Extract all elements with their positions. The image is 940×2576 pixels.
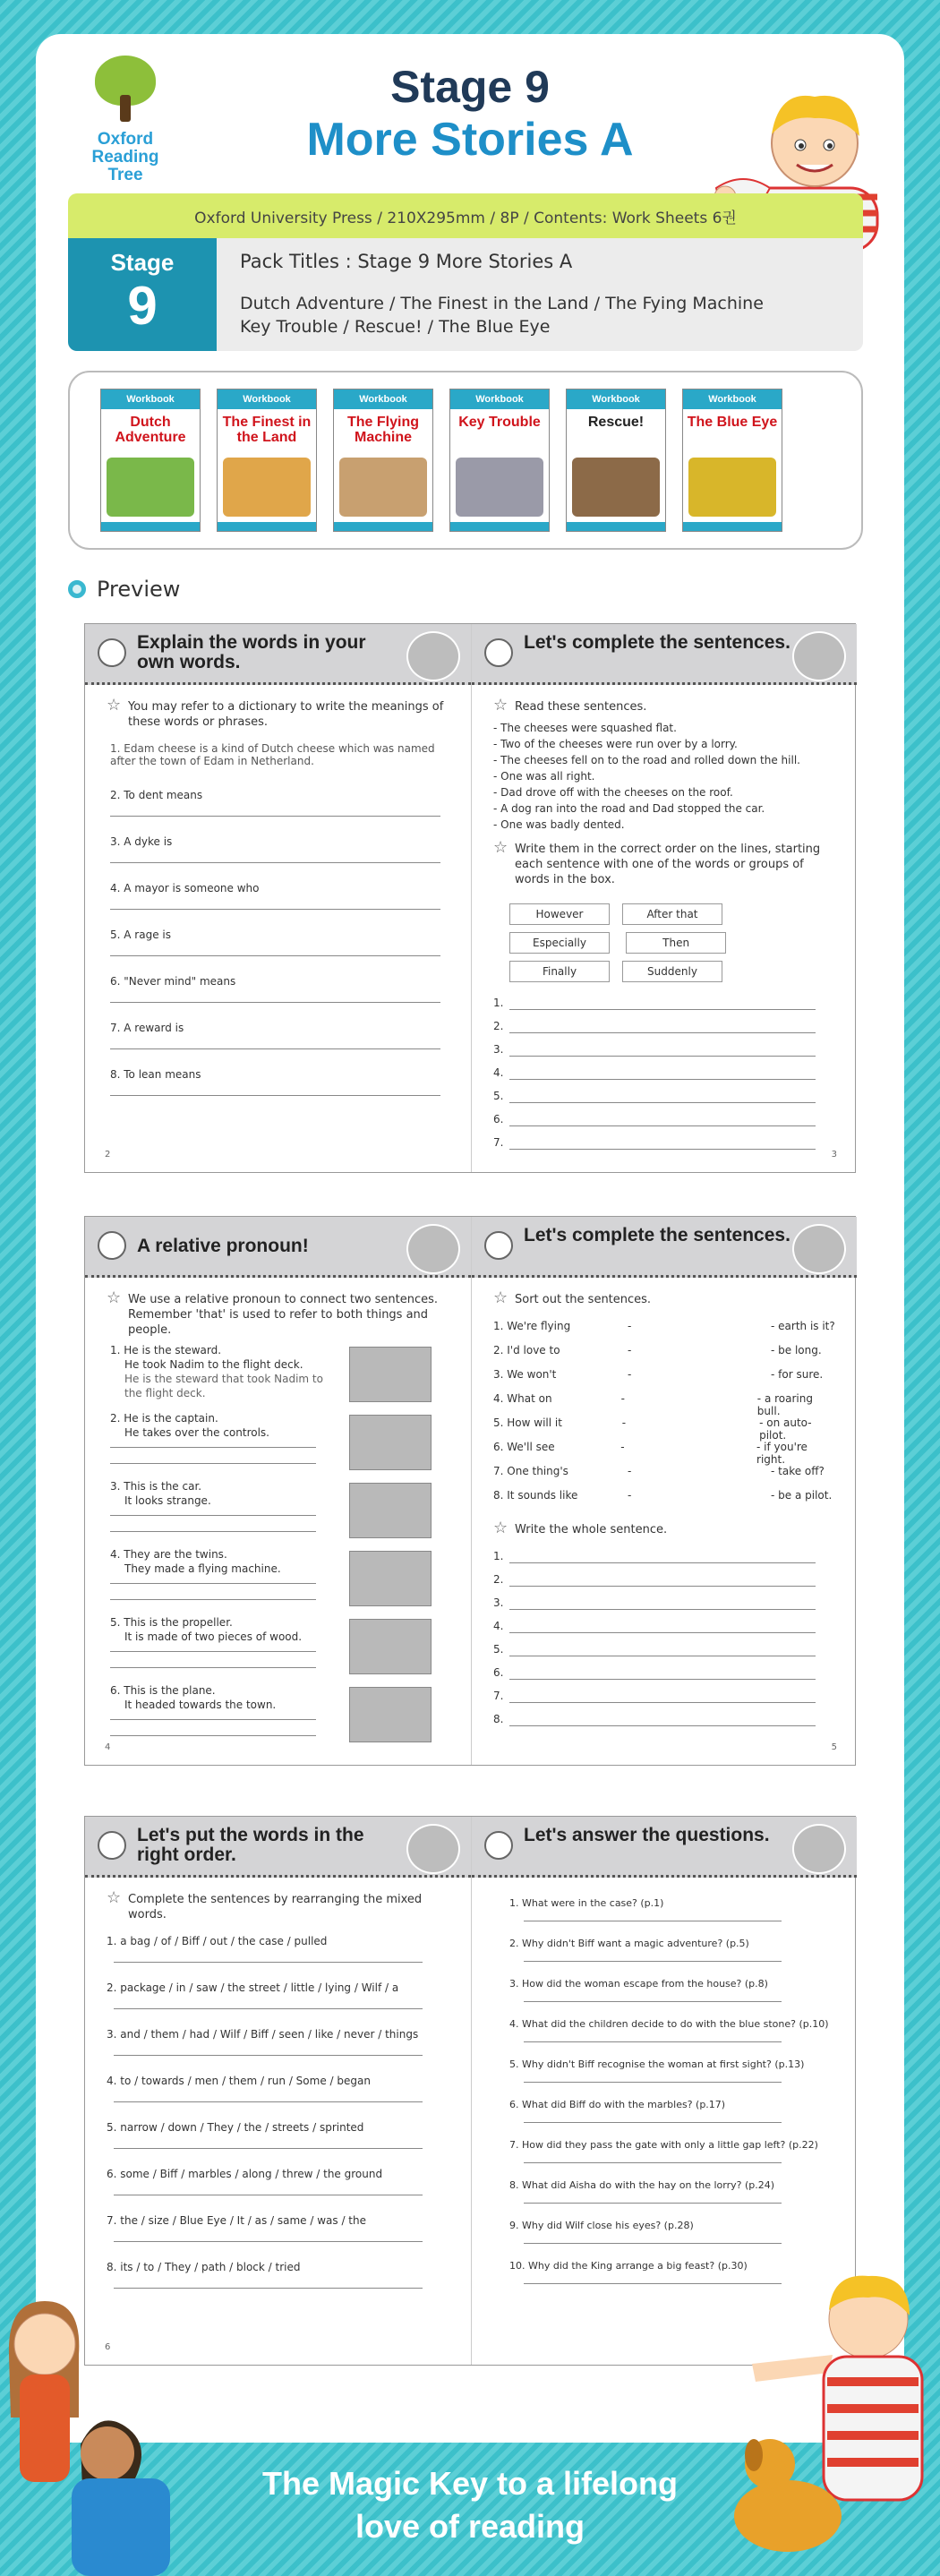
page-heading: A relative pronoun! [137, 1236, 309, 1256]
slogan [0, 2462, 940, 2548]
stage-badge [68, 238, 217, 351]
question-item: 6. "Never mind" means [107, 975, 449, 1022]
workbook-header: Workbook [683, 389, 782, 409]
cover-illustration [572, 458, 660, 517]
child-face-icon [98, 638, 126, 667]
cover-illustration [339, 458, 427, 517]
workbook-covers [68, 371, 863, 550]
preview-label: Preview [97, 577, 181, 602]
mixed-words-item: 6. some / Biff / marbles / along / threw / the ground [107, 2168, 449, 2214]
worksheet-page-right [471, 1217, 857, 1765]
preview-heading [68, 577, 180, 602]
question-item: 6. What did Biff do with the marbles? (p.17) [493, 2099, 835, 2139]
relative-pronoun-item: 3. This is the car. It looks strange. [107, 1479, 449, 1547]
workbook-title: The Blue Eye [687, 415, 778, 430]
page-number: 4 [105, 1742, 111, 1752]
page-heading: Let's put the words in the right order. [137, 1825, 364, 1865]
relative-pronoun-item: 4. They are the twins. They made a flying machine. [107, 1547, 449, 1615]
question-item: 7. How did they pass the gate with only a little gap left? (p.22) [493, 2139, 835, 2179]
instruction: ☆ Sort out the sentences. [493, 1292, 835, 1307]
page-header [472, 1817, 857, 1878]
worksheet-page-right [471, 624, 857, 1172]
pack-titles-box [217, 238, 863, 351]
question-item: 2. To dent means [107, 789, 449, 835]
question-item: 9. Why did Wilf close his eyes? (p.28) [493, 2220, 835, 2260]
workbook-header: Workbook [218, 389, 316, 409]
illustration-propeller [349, 1619, 432, 1674]
header-thumbnail-image [406, 631, 460, 681]
cover-illustration [688, 458, 776, 517]
instruction: ☆ Write the whole sentence. [493, 1522, 835, 1537]
workbook-header: Workbook [334, 389, 432, 409]
illustration-plane [349, 1687, 432, 1742]
workbook-title: Rescue! [587, 415, 645, 430]
bullet-ring-icon [68, 580, 86, 598]
question-item: 3. How did the woman escape from the house? (p.8) [493, 1978, 835, 2018]
slogan-line-2: love of reading [355, 2508, 585, 2545]
mixed-words-item: 2. package / in / saw / the street / little / lying / Wilf / a [107, 1981, 449, 2028]
cover-illustration [107, 458, 194, 517]
question-item: 10. Why did the King arrange a big feast? (p.30) [493, 2260, 835, 2300]
workbook-title: The Finest in the Land [222, 415, 312, 445]
mixed-words-item: 8. its / to / They / path / block / tried [107, 2261, 449, 2307]
workbook-cover [566, 389, 666, 532]
mixed-words-item: 3. and / them / had / Wilf / Biff / seen / like / never / things [107, 2028, 449, 2075]
question-item: 1. What were in the case? (p.1) [493, 1897, 835, 1938]
workbook-header: Workbook [567, 389, 665, 409]
question-item: 5. Why didn't Biff recognise the woman at first sight? (p.13) [493, 2058, 835, 2099]
child-face-icon [484, 1831, 513, 1860]
cover-illustration [456, 458, 543, 517]
header-thumbnail-image [792, 631, 846, 681]
instruction: ☆ Read these sentences. [493, 699, 835, 715]
word-box: However After thatEspecially ThenFinally Suddenly [493, 900, 835, 986]
illustration-twins [349, 1551, 432, 1606]
page-header [85, 624, 471, 685]
page-heading: Explain the words in your own words. [137, 632, 366, 672]
question-item: 8. To lean means [107, 1068, 449, 1115]
page-heading: Let's complete the sentences. [524, 1225, 790, 1245]
header-thumbnail-image [406, 1824, 460, 1874]
illustration-steward [349, 1347, 432, 1402]
workbook-title: Key Trouble [458, 415, 541, 430]
child-face-icon [484, 1231, 513, 1260]
workbook-cover [217, 389, 317, 532]
illustration-captain [349, 1415, 432, 1470]
question-item: 7. A reward is [107, 1022, 449, 1068]
question-item: 4. A mayor is someone who [107, 882, 449, 929]
instruction: ☆ You may refer to a dictionary to write the meanings of these words or phrases. [107, 699, 449, 730]
slogan-line-1: The Magic Key to a lifelong [261, 2465, 679, 2502]
logo-line-3: Tree [107, 166, 143, 184]
page-header [85, 1817, 471, 1878]
workbook-header: Workbook [101, 389, 200, 409]
child-face-icon [484, 638, 513, 667]
mixed-words-item: 1. a bag / of / Biff / out / the case / pulled [107, 1935, 449, 1981]
workbook-header: Workbook [450, 389, 549, 409]
mixed-words-item: 4. to / towards / men / them / run / Some / began [107, 2075, 449, 2121]
header-thumbnail-image [792, 1824, 846, 1874]
question-item: 8. What did Aisha do with the hay on the lorry? (p.24) [493, 2179, 835, 2220]
worksheet-page-left [85, 1217, 471, 1765]
page-subtitle: More Stories A [306, 114, 634, 166]
product-info-bar: Oxford University Press / 210X295mm / 8P / Contents: Work Sheets 6권 [68, 193, 863, 238]
question-item: 3. A dyke is [107, 835, 449, 882]
question-item: 4. What did the children decide to do with the blue stone? (p.10) [493, 2018, 835, 2058]
page-heading: Let's answer the questions. [524, 1825, 770, 1845]
instruction: ☆ Write them in the correct order on the lines, starting each sentence with one of the words or groups of words in the box. [493, 842, 835, 887]
question-item: 1. Edam cheese is a kind of Dutch cheese which was named after the town of Edam in Netherland. [110, 742, 435, 767]
child-face-icon [98, 1831, 126, 1860]
pack-titles-line-2: Key Trouble / Rescue! / The Blue Eye [240, 317, 551, 337]
answer-lines: 1. 2. 3. 4. 5. 6. 7. 8. [493, 1550, 835, 1736]
header-thumbnail-image [792, 1224, 846, 1274]
cover-illustration [223, 458, 311, 517]
worksheet-spread-2 [84, 1216, 856, 1766]
page-title: Stage 9 [390, 62, 550, 112]
stage-label: Stage [110, 249, 175, 276]
relative-pronoun-item: 2. He is the captain. He takes over the controls. [107, 1411, 449, 1479]
workbook-cover [100, 389, 201, 532]
workbook-cover [682, 389, 782, 532]
workbook-title: The Flying Machine [347, 415, 419, 445]
instruction: ☆ We use a relative pronoun to connect two sentences. Remember 'that' is used to refer to both things and people. [107, 1292, 449, 1338]
mixed-words-item: 5. narrow / down / They / the / streets / sprinted [107, 2121, 449, 2168]
sentence-list: - The cheeses were squashed flat. - Two of the cheeses were run over by a lorry. - The cheeses fell on to the road and rolled down the hill. - One was all right. - Dad drove off with the cheeses on the roof. - A dog ran into the road and Dad stopped the car. - One was badly dented. [493, 722, 800, 831]
page-header [472, 624, 857, 685]
answer-lines: 1. 2. 3. 4. 5. 6. 7. [493, 997, 835, 1160]
relative-pronoun-item: 6. This is the plane. It headed towards the town. [107, 1683, 449, 1751]
instruction: ☆ Complete the sentences by rearranging the mixed words. [107, 1892, 449, 1922]
page-heading: Let's complete the sentences. [524, 632, 790, 653]
page-number: 3 [831, 1150, 837, 1160]
pack-titles-label: Pack Titles : Stage 9 More Stories A [240, 251, 573, 272]
header-thumbnail-image [406, 1224, 460, 1274]
sort-list: 1. We're flying - - earth is it? 2. I'd love to - - be long. 3. We won't - - for sure. 4. What on - - a roaring bull. 5. How will it - - on auto-pilot. 6. We'll see - - if you're right. 7. One thing's - - take off? 8. It sounds like - - be a pilot. [493, 1320, 835, 1502]
workbook-cover [333, 389, 433, 532]
logo-line-1: Oxford [97, 130, 154, 149]
workbook-title: Dutch Adventure [115, 415, 186, 445]
logo-line-2: Reading [91, 148, 159, 167]
workbook-cover [449, 389, 550, 532]
relative-pronoun-item: 1. He is the steward. He took Nadim to the flight deck. He is the steward that took Nadim to the flight deck. [107, 1343, 449, 1411]
page-header [85, 1217, 471, 1278]
pack-titles-line-1: Dutch Adventure / The Finest in the Land / The Fying Machine [240, 294, 764, 313]
page-number: 6 [105, 2342, 111, 2352]
stage-number: 9 [127, 276, 158, 336]
child-face-icon [98, 1231, 126, 1260]
worksheet-spread-1 [84, 623, 856, 1173]
page-number: 2 [105, 1150, 111, 1160]
page-number: 5 [831, 1742, 837, 1752]
question-item: 5. A rage is [107, 929, 449, 975]
illustration-car [349, 1483, 432, 1538]
question-item: 2. Why didn't Biff want a magic adventure? (p.5) [493, 1938, 835, 1978]
mixed-words-item: 7. the / size / Blue Eye / It / as / same / was / the [107, 2214, 449, 2261]
relative-pronoun-item: 5. This is the propeller. It is made of two pieces of wood. [107, 1615, 449, 1683]
page-header [472, 1217, 857, 1278]
worksheet-page-left [85, 624, 471, 1172]
